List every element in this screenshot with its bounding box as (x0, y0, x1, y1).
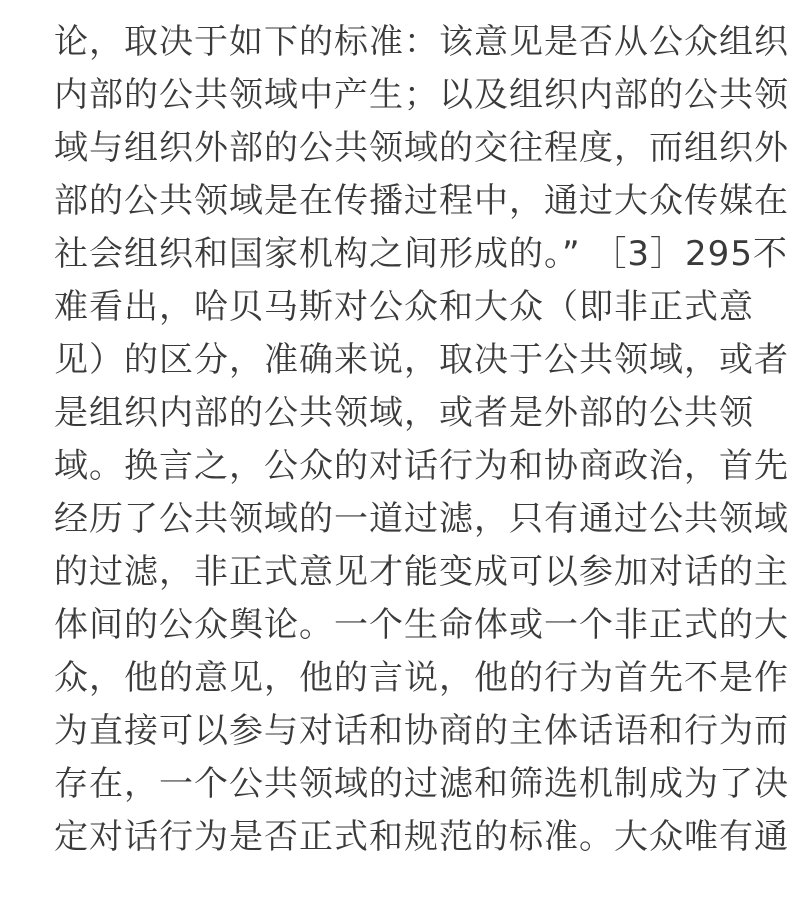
text-line: 定对话行为是否正式和规范的标准。大众唯有通 (54, 817, 789, 857)
text-line: 社会组织和国家机构之间形成的。” ［3］295不 (54, 234, 788, 274)
text-line: 难看出，哈贝马斯对公众和大众（即非正式意 (54, 287, 754, 327)
text-line: 众，他的意见，他的言说，他的行为首先不是作 (54, 658, 789, 698)
text-line: 部的公共领域是在传播过程中，通过大众传媒在 (54, 181, 789, 221)
text-line: 内部的公共领域中产生；以及组织内部的公共领 (54, 75, 789, 115)
text-line: 经历了公共领域的一道过滤，只有通过公共领域 (54, 499, 789, 539)
text-line: 论，取决于如下的标准：该意见是否从公众组织 (54, 22, 789, 62)
text-line: 是组织内部的公共领域，或者是外部的公共领 (54, 393, 754, 433)
text-line: 存在，一个公共领域的过滤和筛选机制成为了决 (54, 764, 789, 804)
text-line: 为直接可以参与对话和协商的主体话语和行为而 (54, 711, 789, 751)
text-line: 的过滤，非正式意见才能变成可以参加对话的主 (54, 552, 789, 592)
text-line: 体间的公众舆论。一个生命体或一个非正式的大 (54, 605, 789, 645)
text-line: 见）的区分，准确来说，取决于公共领域，或者 (54, 340, 789, 380)
text-line (54, 868, 746, 900)
text-line: 域与组织外部的公共领域的交往程度，而组织外 (54, 128, 789, 168)
text-line: 域。换言之，公众的对话行为和协商政治，首先 (54, 446, 789, 486)
